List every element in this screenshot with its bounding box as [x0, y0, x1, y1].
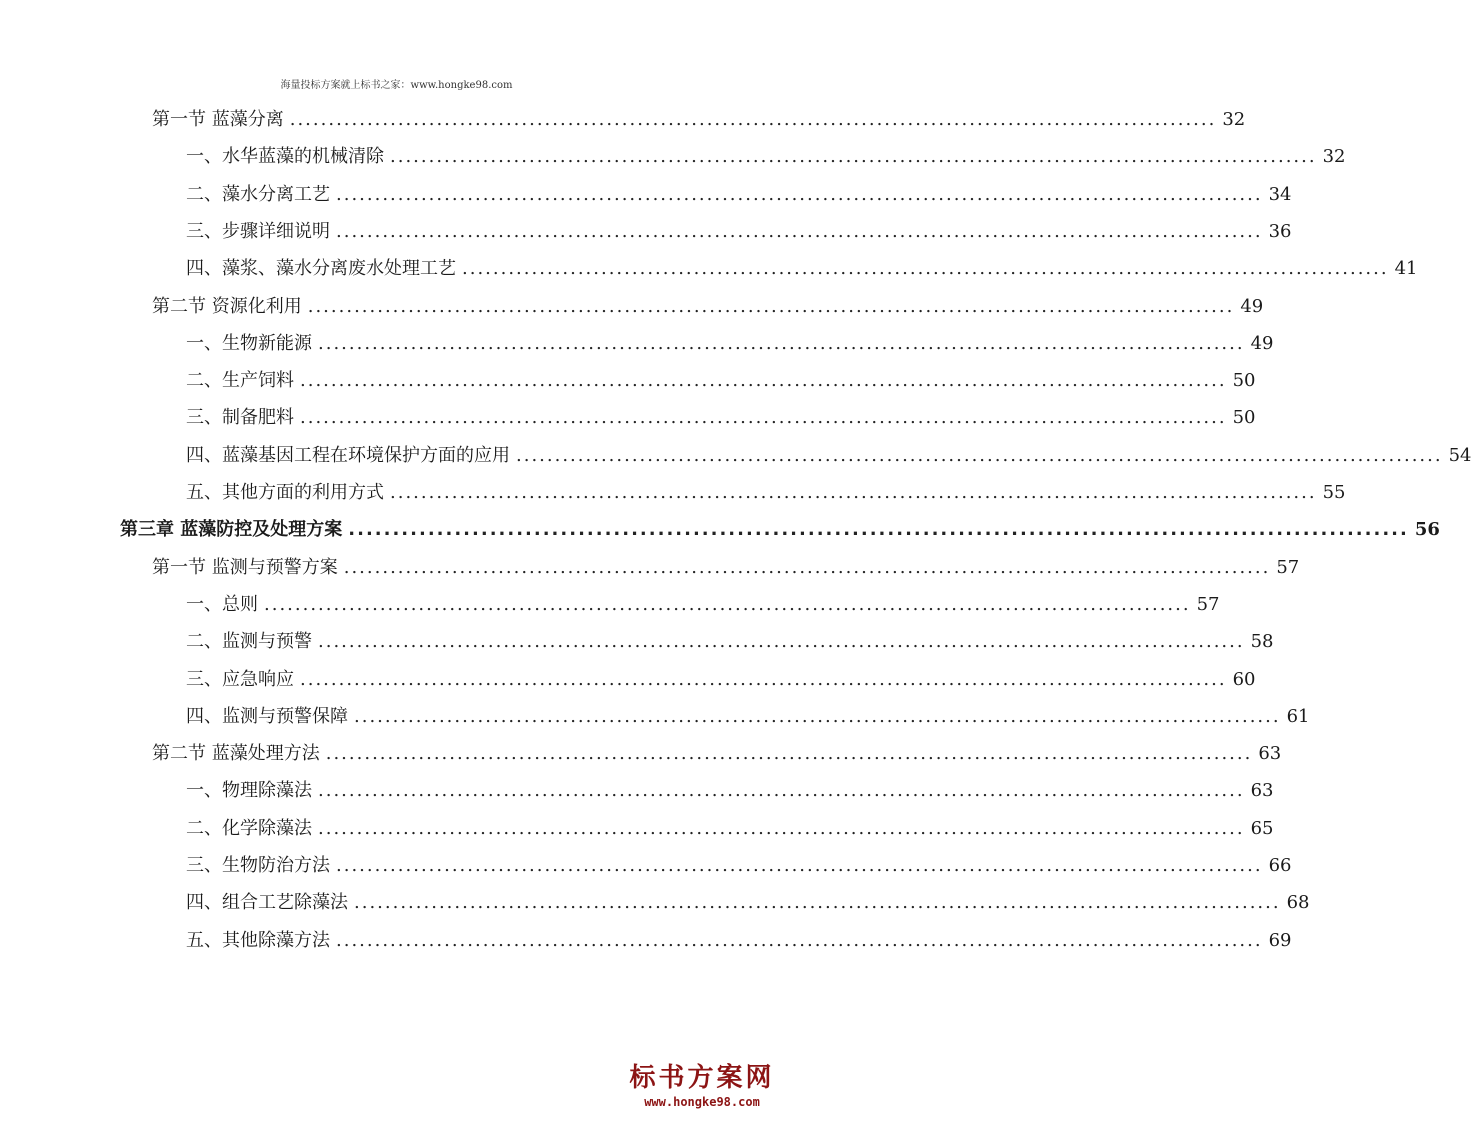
toc-entry-number: 四、 [186, 705, 222, 727]
toc-entry[interactable] [186, 214, 1292, 250]
toc-entry[interactable] [152, 736, 1282, 772]
toc-dot-leader: ........................................................................................................................ [348, 519, 1409, 541]
toc-entry-number: 第一节 [152, 556, 212, 578]
site-watermark [627, 1062, 777, 1110]
toc-entry-number: 四、 [186, 892, 222, 914]
toc-entry[interactable] [186, 624, 1274, 660]
toc-entry-title: 蓝藻基因工程在环境保护方面的应用 [222, 444, 510, 466]
toc-entry-title: 制备肥料 [222, 407, 294, 429]
toc-entry-title: 水华蓝藻的机械清除 [222, 146, 384, 168]
toc-entry[interactable] [152, 550, 1300, 586]
toc-entry-title: 步骤详细说明 [222, 220, 330, 242]
toc-entry-title: 其他除藻方法 [222, 929, 330, 951]
toc-entry-page-number: 56 [1414, 519, 1440, 541]
toc-entry[interactable] [186, 438, 1472, 474]
toc-dot-leader: ........................................................................................................................ [318, 631, 1245, 653]
toc-entry[interactable] [152, 102, 1246, 138]
toc-entry-page-number: 49 [1240, 295, 1264, 317]
toc-entry-title: 应急响应 [222, 668, 294, 690]
toc-entry-page-number: 50 [1232, 370, 1256, 392]
toc-entry[interactable] [152, 289, 1264, 325]
toc-entry-title: 藻浆、藻水分离废水处理工艺 [222, 258, 456, 280]
toc-entry[interactable] [186, 177, 1292, 213]
toc-entry[interactable] [186, 400, 1256, 436]
toc-entry-title: 藻水分离工艺 [222, 183, 330, 205]
toc-dot-leader: ........................................................................................................................ [390, 482, 1317, 503]
toc-dot-leader: ........................................................................................................................ [300, 407, 1227, 429]
toc-dot-leader: ........................................................................................................................ [354, 705, 1281, 727]
toc-entry-number: 第一节 [152, 109, 212, 130]
toc-entry-title: 生产饲料 [222, 370, 294, 392]
toc-dot-leader: ........................................................................................................................ [336, 855, 1263, 876]
toc-entry-page-number: 65 [1250, 817, 1274, 839]
watermark-url: www.hongke98.com [644, 1095, 760, 1109]
toc-entry-title: 化学除藻法 [222, 817, 312, 839]
toc-entry-number: 五、 [186, 929, 222, 951]
toc-dot-leader: ........................................................................................................................ [343, 556, 1271, 578]
toc-entry-number: 四、 [186, 258, 222, 280]
toc-entry-number: 一、 [186, 146, 222, 168]
toc-entry-title: 生物防治方法 [222, 855, 330, 876]
toc-entry-page-number: 34 [1268, 183, 1292, 205]
toc-entry-title: 蓝藻防控及处理方案 [180, 519, 343, 541]
toc-entry-title: 生物新能源 [222, 332, 312, 354]
toc-dot-leader: ........................................................................................................................ [516, 444, 1443, 466]
toc-entry[interactable] [186, 251, 1418, 287]
toc-entry[interactable] [186, 699, 1310, 735]
toc-entry-page-number: 32 [1222, 109, 1246, 130]
toc-entry-title: 物理除藻法 [222, 780, 312, 802]
toc-entry-page-number: 69 [1268, 929, 1292, 951]
toc-entry[interactable] [186, 848, 1292, 884]
toc-dot-leader: ........................................................................................................................ [264, 593, 1191, 615]
toc-entry[interactable] [186, 811, 1274, 847]
toc-entry-page-number: 32 [1322, 146, 1346, 168]
toc-entry-page-number: 60 [1232, 668, 1256, 690]
toc-entry-page-number: 57 [1276, 556, 1300, 578]
toc-entry[interactable] [186, 885, 1310, 921]
toc-entry[interactable] [186, 587, 1220, 623]
toc-entry[interactable] [186, 139, 1346, 175]
toc-dot-leader: ........................................................................................................................ [300, 370, 1227, 392]
toc-entry-page-number: 50 [1232, 407, 1256, 429]
toc-dot-leader: ........................................................................................................................ [318, 817, 1245, 839]
toc-entry-title: 资源化利用 [211, 295, 302, 317]
toc-entry-page-number: 66 [1268, 855, 1292, 876]
toc-entry-title: 监测与预警 [222, 631, 312, 653]
toc-dot-leader: ........................................................................................................................ [318, 332, 1245, 354]
toc-entry[interactable] [186, 363, 1256, 399]
toc-dot-leader: ........................................................................................................................ [325, 743, 1253, 765]
toc-entry-page-number: 36 [1268, 220, 1292, 242]
toc-entry-number: 二、 [186, 817, 222, 839]
toc-entry-page-number: 55 [1322, 482, 1346, 503]
watermark-title: 标书方案网 [629, 1063, 775, 1093]
toc-entry-number: 一、 [186, 332, 222, 354]
toc-dot-leader: ........................................................................................................................ [307, 295, 1235, 317]
toc-entry-page-number: 54 [1448, 444, 1472, 466]
toc-entry-page-number: 49 [1250, 332, 1274, 354]
toc-dot-leader: ........................................................................................................................ [336, 183, 1263, 205]
toc-entry-number: 四、 [186, 444, 222, 466]
toc-entry[interactable] [120, 512, 1440, 548]
toc-dot-leader: ........................................................................................................................ [300, 668, 1227, 690]
toc-entry-title: 蓝藻分离 [211, 109, 284, 130]
toc-entry-number: 三、 [186, 220, 222, 242]
toc-entry[interactable] [186, 326, 1274, 362]
toc-dot-leader: ........................................................................................................................ [336, 220, 1263, 242]
toc-entry[interactable] [186, 773, 1274, 809]
toc-entry-title: 组合工艺除藻法 [222, 892, 348, 914]
toc-entry-number: 三、 [186, 855, 222, 876]
toc-dot-leader: ........................................................................................................................ [289, 109, 1217, 130]
toc-dot-leader: ........................................................................................................................ [336, 929, 1263, 951]
toc-entry-page-number: 58 [1250, 631, 1274, 653]
toc-entry-page-number: 61 [1286, 705, 1310, 727]
toc-entry-title: 监测与预警方案 [211, 556, 338, 578]
toc-entry-page-number: 41 [1394, 258, 1418, 280]
toc-entry-page-number: 68 [1286, 892, 1310, 914]
toc-entry-number: 一、 [186, 593, 222, 615]
toc-entry-number: 五、 [186, 482, 222, 503]
toc-entry-page-number: 63 [1250, 780, 1274, 802]
toc-entry[interactable] [186, 475, 1346, 511]
toc-entry-number: 二、 [186, 631, 222, 653]
toc-entry-number: 二、 [186, 183, 222, 205]
toc-entry-page-number: 63 [1258, 743, 1282, 765]
toc-entry-title: 蓝藻处理方法 [211, 743, 320, 765]
toc-entry[interactable] [186, 662, 1256, 698]
toc-entry-title: 其他方面的利用方式 [222, 482, 384, 503]
toc-entry-number: 第三章 [120, 519, 181, 541]
toc-entry-number: 第二节 [152, 743, 212, 765]
toc-entry-number: 三、 [186, 407, 222, 429]
toc-entry-number: 三、 [186, 668, 222, 690]
toc-entry-number: 第二节 [152, 295, 212, 317]
toc-entry-number: 二、 [186, 370, 222, 392]
toc-entry-number: 一、 [186, 780, 222, 802]
toc-dot-leader: ........................................................................................................................ [390, 146, 1317, 168]
toc-entry-title: 总则 [222, 593, 258, 615]
toc-dot-leader: ........................................................................................................................ [318, 780, 1245, 802]
toc-entry[interactable] [186, 923, 1292, 959]
toc-dot-leader: ........................................................................................................................ [354, 892, 1281, 914]
toc-entry-title: 监测与预警保障 [222, 705, 348, 727]
toc-dot-leader: ........................................................................................................................ [462, 258, 1389, 280]
page-header: 海量投标方案就上标书之家：www.hongke98.com [280, 80, 513, 91]
toc-entry-page-number: 57 [1196, 593, 1220, 615]
